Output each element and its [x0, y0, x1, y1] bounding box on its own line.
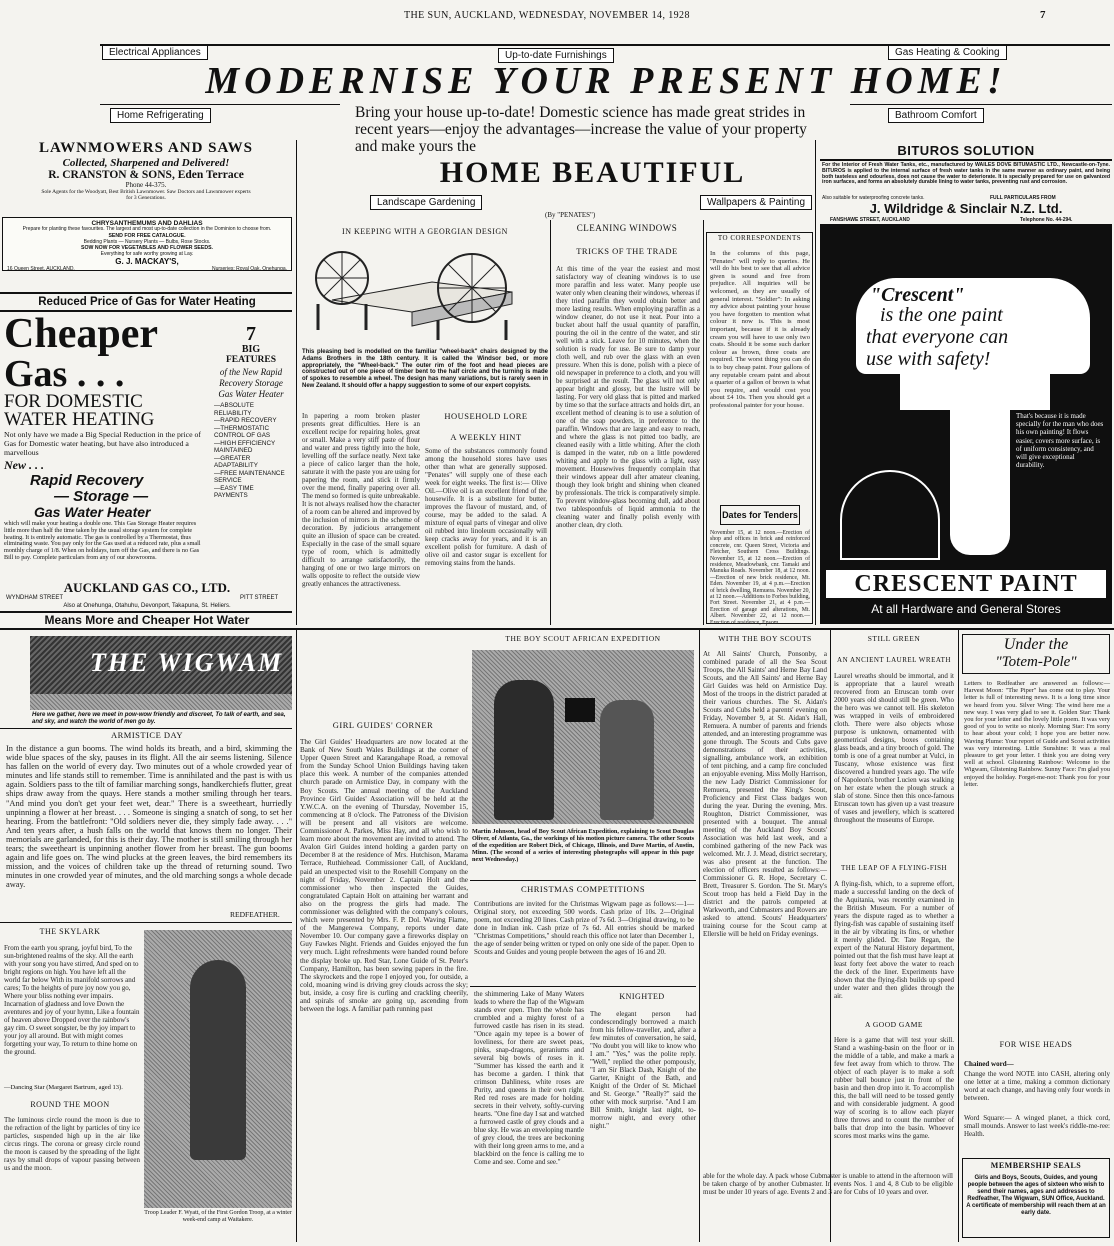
laurel-body: Laurel wreaths should be immortal, and it is appropriate that a laurel wreath recovered from an Etruscan tomb over 2000 years old should still be green. Who the hero was we cannot tell. His skeleton was wrapped in veils of embroidered cloth. There were also objects whose purpose is unknown, ornamented with geometrical designs, boxes containing glass beads, and a tiny brooch of gold. The tomb is one of a great number at Vulci, in Tuscany, whose existence was first discovered a hundred years ago. The wife of Napoleon's brother Lucien was walking on her estate when the plough struck a slab of stone. Since then this once-famous Etruscan town has given up a vast treasure of vases and jewellery, which is scattered throughout the museums of Europe. [834, 672, 955, 824]
mackay-line4: SOW NOW FOR VEGETABLES AND FLOWER SEEDS. [81, 244, 213, 251]
gas-copy: Not only have we made a Big Special Reduction in the price of Gas for Domestic water heating, but have also introduced a marvellous [4, 430, 202, 457]
gas-pitt: PITT STREET [240, 595, 279, 601]
lawnmowers-firm: R. CRANSTON & SONS, Eden Terrace [48, 169, 244, 181]
bed-drawing [312, 240, 540, 344]
mackay-title: CHRYSANTHEMUMS AND DAHLIAS [91, 220, 203, 227]
cubs-body: able for the whole day. A pack whose Cubmaster is unable to attend in the afternoon will be taken charge of by another Cubmaster. In events Nos. 1 and 4, 8 Cub to be eligible must be under 10 years of age. Events 2 and 3 are for Cubs of 10 years and over. [703, 1172, 953, 1196]
masthead-title: THE SUN, AUCKLAND, WEDNESDAY, NOVEMBER 14, 1928 [404, 10, 690, 21]
hero-beautiful: HOME BEAUTIFUL [439, 156, 746, 189]
armistice-author: REDFEATHER. [230, 910, 280, 919]
chained-text: Change the word NOTE into CASH, altering only one letter at a time, making a common dictionary word at each change, and having only four words in between. [964, 1070, 1110, 1102]
georgian-body: In papering a room broken plaster presents great difficulties. Here is an excellent recipe for repairing holes, great or small. Make a very stiff paste of flour and water and press tightly into the hole, levelling off the surface neatly. Next take a piece of calico larger than the hole, saturate it with the paste you are using for papering the room, and stick it firmly over the mend, finally papering over all. The mend so formed is quite unbreakable. It is not always realised how the character of a room can be altered and improved by the inclusion of mirrors in the scheme of decoration. By judicious arrangement quite an illusion of space can be created. Especially in the case of the small square type of room, which is admittedly difficult to arrange satisfactorily, the hanging of one or two large mirrors on walls opposite to reflect the outside view greatly enhances the attractiveness. [302, 412, 420, 588]
page-number: 7 [1040, 9, 1046, 21]
banner-refrigerating: Home Refrigerating [110, 108, 211, 123]
gas-features-list [212, 402, 290, 500]
gas-feature-item: —FREE MAINTENANCE SERVICE [214, 469, 285, 484]
col-rule-8 [958, 630, 959, 1242]
wigwam-motto: Here we gather, here we meet in pow-wow friendly and discreet, To talk of earth, and sea, and sky, and watch the world of men go by. [32, 712, 286, 725]
wildridge-echo: J. Wildridge & Sinclair N.Z. Ltd. [830, 229, 844, 230]
banner-bathroom: Bathroom Comfort [888, 108, 984, 123]
crescent-line3: that everyone can [866, 326, 1009, 348]
crescent-brush-ferrule [900, 370, 1050, 410]
correspondents-title: TO CORRESPONDENTS [717, 234, 802, 242]
lawnmowers-note: Sole Agents for the Woodyatt, Best British Lawnmower. Saw Doctors and Lawnmower experts for 3 Generations. [41, 189, 251, 201]
wordsquare: Word Square:— A winged planet, a thick cord, small mounds. Answer to last week's riddle-me-ree: Health. [964, 1114, 1110, 1138]
guides-body: The Girl Guides' Headquarters are now located at the Bank of New South Wales Buildings at the corner of Upper Queen Street and Karangahape Road, a removal from the Sunday School Union Buildings having taken place this week. A number of the companies attended church parade on Armistice Day, in company with the Boy Scouts. The annual meeting of the Auckland Province Girl Guides' Association will be held at the Y.W.C.A. on the evening of Thursday, November 15, commencing at 8 o'clock. The Patroness of the Division will be present and all visitors are welcome. Commissioner A. Parkes, Miss Hay, and all who wish to learn more about the movement are invited to attend. The Avalon Girl Guides intend holding a garden party on December 8 at the residence of Mrs. Hutchison, Marama Terrace, Ruthiehead. Commissioner Call, of Auckland, paid an unexpected visit to the Rosehill Company on the night of Friday, November 2. Captain Holt and the commissioner who then inspected the Guides, congratulated Captain Holt on attaining her warrant and also on the progress the girls had made. The commissioner was delighted with the company's colours, which were presented by Mrs. F. P. Dol. Waving Flame, of the Mangerewa Company, reports under date November 10. Our company gave a fireworks display on Guy Fawkes Night. Friends and Guides enjoyed the fun very much. Light refreshments were handed round before the display broke up. Red Star, Lone Guide of St. Peter's Company, Hamilton, has been sewing papers in the fire. The skyrockets and the rope I enjoyed you, for outside, a cold, moaning wind is driving grey clouds across the sky; but, inside, a cosy fire is curling and crackling cheerily, and spirals of smoke are going up, ascending from between the logs. A familiar path running past [300, 738, 468, 1014]
gas-feature-item: —EASY TIME PAYMENTS [214, 484, 254, 499]
correspondents-body: In the columns of this page, "Penates" will reply to queries. He will do his best to see that all advice given is sound and free from prejudice. All inquiries will be welcomed, as they are usually of general interest. "Soldier": In asking my advice about painting your house you have forgotten to mention what colour it now is. This is most important, because if it is already cream you will have to use only two coats. Should it be some such darker colour as brown, three coats are required. The worst thing you can do is to buy cheap paint. Four gallons of any reputable cream paint and about a quarter of a gallon of brown is what you require, and would cost you about £4 10s. Then you should get a professional painter for your house. [710, 250, 810, 409]
christmas-rule-2 [470, 986, 696, 987]
crescent-stores: At all Hardware and General Stores [871, 602, 1061, 616]
guides-title: GIRL GUIDES' CORNER [332, 720, 434, 730]
wyatt-figure [190, 960, 246, 1160]
mackay-line5: Everything for safe worthy growing at Lay. [100, 250, 194, 257]
wigwam-title: THE WIGWAM [90, 648, 284, 677]
armistice-body: In the distance a gun booms. The wind holds its breath, and a bird, skimming the wide blue spaces of the sky, pauses in its flight. All the air seems listening. Silence has fallen on the world of every day. Two minutes out of a whole crowded year of minutes and life stands still to remember. Time is annihilated and the past is with us again. Soldiers pass to the tilt of familiar marching songs, handkerchiefs flutter, great ships draw away from the quays. Here stands a mother smiling through her tears. "And mind you don't get your feet wet, dear." There is a sweetheart, hurriedly unpinning a flower at her breast. . . . Someone is singing a snatch of song, to set her hearing. From the battlefront: "Old soldiers never die, they simply fade away. . . ." And ten years after, a hush falls on the world that knows them no longer. Their memorials are garlanded, for this is their day. The mother is still smiling through her tears; the sweetheart is unpinning another flower from her breast. The gun booms again and life goes on. The wind plucks at the green leaves, the bird remembers its mission, and the voices of children take up the thread of returning sound. Two minutes in one crowded year of minutes, and the old marching songs a whole decade away. [6, 744, 292, 890]
gas-features-word: FEATURES [226, 355, 276, 365]
mackay-ad [2, 217, 292, 271]
col-rule-5 [296, 630, 297, 1242]
mackay-line3: Bedding Plants — Nursery Plants — Bulbs, Rose Stocks. [83, 238, 211, 245]
banner-landscape: Landscape Gardening [370, 195, 482, 210]
wise-title: FOR WISE HEADS [999, 1040, 1073, 1049]
skylark-credit: —Dancing Star (Margaret Bartrum, aged 13). [4, 1084, 123, 1091]
bituros-firm: J. Wildridge & Sinclair N.Z. Ltd. [869, 201, 1063, 216]
armistice-rule [0, 922, 292, 923]
mackay-line2: SEND FOR FREE CATALOGUE. [108, 232, 186, 239]
totem-title2: "Totem-Pole" [995, 654, 1077, 670]
gas-slogan: Means More and Cheaper Hot Water [44, 613, 250, 627]
gas-feature-item: —ABSOLUTE RELIABILITY [214, 402, 254, 417]
banner-electrical: Electrical Appliances [102, 45, 208, 60]
gas-features-num: 7 [246, 323, 256, 345]
household-sub: A WEEKLY HINT [450, 432, 522, 442]
hero-intro: Bring your house up-to-date! Domestic science has made great strides in recent years—enjoy the advantages—increase the value of your property and make yours the [355, 104, 807, 155]
gas-feature-item: —THERMOSTATIC CONTROL OF GAS [214, 424, 271, 439]
gas-features-big: BIG [241, 344, 261, 355]
crescent-brand: CRESCENT PAINT [826, 570, 1106, 598]
gas-features-sub: of the New Rapid Recovery Storage Gas Water Heater [218, 367, 284, 399]
gas-cheaper: Cheaper [4, 311, 158, 357]
totem-title1: Under the [1003, 636, 1069, 653]
crescent-house-icon [840, 470, 940, 560]
bituros-rule [820, 159, 1112, 161]
laurel-title: AN ANCIENT LAUREL WREATH [837, 656, 951, 664]
totem-body: Letters to Redfeather are answered as follows:— Harvest Moon: "The Piper" has come out to play. Your letter is full of interesting news. It is a long time since we heard from you. Silver Wing: The wind here me a new way. I was very glad to see it. Golden Star: Thank you for your letter and the lovely little poem. It was very good of you to write so nicely. Morning Star: I'm sorry to hear about your cold; I hope you are better now. Waving Plume: Your report of Guide and Scout activities was very interesting. Little Sunshine: It was a real pleasure to get your letter. I think you are doing very well at school. Glistening Rainbow: Welcome to the Wigwam, Glistening Rainbow. Sunny Face: I'm glad you enjoyed the holiday. Forget-me-not: Thank you for your letter. [964, 680, 1110, 788]
scout-title: THE BOY SCOUT AFRICAN EXPEDITION [505, 634, 661, 643]
mackay-addr2: Nurseries: Royal Oak, Onehunga. [211, 265, 287, 272]
household-body: Some of the substances commonly found among the household stores have uses other than what are generally supposed. "Penates" will supply one of these each week for eight weeks. The first is:— Olive Oil.—Olive oil is an excellent friend of the housewife. It is a substitute for butter, improves the flavour of mustard, and, of course, may be added to the salad. A mixture of equal parts of vinegar and olive oil rubbed into linoleum occasionally will keep cracks away for years, and it is an excellent polish for furniture. A dash of olive oil and castor sugar is excellent for removing stains from the hands. [425, 447, 547, 567]
lawnmowers-ad [0, 140, 292, 202]
col-rule-3 [703, 220, 704, 625]
household-title: HOUSEHOLD LORE [444, 411, 528, 421]
scout-caption: Martin Johnson, head of Boy Scout African Expedition, explaining to Scout Douglas Oliver, of Atlanta, Ga., the workings of his motion picture camera. The other Scouts of the expedition are Robert Dick, of Chicago, Illinois, and Dave Martin, of Austin, Minn. (The second of a series of interesting photographs will appear in this page next Wednesday.) [472, 828, 694, 863]
bituros-phone: Telephone No. 44-294. [1020, 217, 1073, 223]
bed-illustration [312, 240, 540, 344]
goodgame-body: Here is a game that will test your skill. Stand a washing-basin on the floor or in the middle of a table, and make a mark a few feet away from which to throw. The object of each player is to make a soft rubber ball bounce just in front of the basin and then drop into it. To accomplish this, the ball will need to be tossed gently and with considerable judgment. A good way of scoring is to allow each player three throws and to count the number of balls that drop into the basin. Whoever scores most marks wins the game. [834, 1036, 954, 1140]
camera-icon [565, 698, 595, 722]
banner-furnishings: Up-to-date Furnishings [498, 48, 614, 63]
gas-feature-item: —RAPID RECOVERY [214, 417, 277, 424]
wigwam-rule [0, 728, 292, 729]
crescent-copy: That's because it is made specially for the man who does his own painting! It flows easier, covers more surface, is of uniform consistency, and will give exceptional durability. [1016, 412, 1104, 470]
skylark-title: THE SKYLARK [39, 927, 101, 936]
gas-new: New . . . [4, 458, 44, 472]
col-rule-7 [830, 630, 831, 1242]
membership-text: Girls and Boys, Scouts, Guides, and young people between the ages of sixteen who wish to send their names, ages and addresses to Redfeather, The Wigwam, SUN Office, Auckland. A certificate of membership will reach them at an early date. [966, 1175, 1106, 1216]
bituros-tiny: Also suitable for waterproofing concrete tanks. [822, 195, 925, 201]
col-rule-6 [699, 630, 700, 1242]
gas-water: WATER HEATING [4, 409, 155, 430]
skylark-body: From the earth you sprang, joyful bird, To the sun-brightened realms of the sky. All the earth with your song you have stirred, And sped on to bright regions on high. You have left all the world far below With its manifold sorrows and cares; To the heights of pure joy now you go, Where your bliss nothing ever impairs. Incarnation of gladness and love Down the aventures and joy of your hymn, Like a fountain of heaven above Dropped over the rainbow's gay rim. O sweet songster, be thy joy impart to your joy all around. But with might comes forgetting your way, To return to thine home on the ground. [4, 944, 140, 1056]
lake-body: the shimmering Lake of Many Waters leads to where the flap of the Wigwam stands ever open. Then the whole has crumbled and a mighty forest of a furrowed castle has risen in its stead. "Once again my tepee is a bower of loveliness, for there are sweet peas, pinks, snap-dragons, geraniums and several big bowls of roses in it. "Summer has kissed the earth and it has become a garden. I think that crimson Dahliness, white roses are Purity, and queens in their own right. Red red roses are made for holding secrets in their velvety, softly-curving hearts. "One fine day I sat and watched a furrowed castle of grey clouds and a blue sky. He was an enveloping mantle of grey cloud, the trees are beckoning with their long green arms to me, and a blackbird on the fence is calling me to Come and see. Come and see." [474, 990, 584, 1166]
gas-top-rule [0, 292, 292, 294]
gas-features-box [212, 324, 290, 582]
mackay-addr1: 16 Queen Street, AUCKLAND. [7, 265, 75, 272]
bituros-title: BITUROS SOLUTION [897, 143, 1035, 158]
gas-heater: Gas Water Heater [34, 504, 151, 520]
bituros-full: FULL PARTICULARS FROM [990, 195, 1056, 201]
mackay-name: G. J. MACKAY'S, [115, 256, 179, 266]
cleaning-title: CLEANING WINDOWS [576, 223, 678, 233]
gas-feature-item: —HIGH EFFICIENCY MAINTAINED [214, 439, 276, 454]
gas-also: Also at Onehunga, Otahuhu, Devonport, Takapuna, St. Heliers. [63, 603, 231, 609]
tenders-body: November 15, at 12 noon.—Erection of shop and offices in brick and reinforced concrete, cnr. Queen Street, Victoria and Fletcher, Southern Cross Buildings. November 15, at 12 noon.—Erection of residence, Meadowbank, cnr. Tamaki and Manuka Roads. November 18, at 12 noon.—Erection of new brick residence, Mt. Eden. November 19, at 4 p.m.—Erection of brick dwelling, Remuera. November 20, at 12 noon.—Additions to Forbes building, Fort Street. November 21, at 4 p.m.—Erection of garage and alterations, Mt. Albert. November 22, at 12 noon.—Erection of residence, Epsom. [710, 530, 810, 626]
gas-rapid: Rapid Recovery [30, 472, 144, 489]
scout-figure-right [600, 700, 654, 820]
col-rule-1 [296, 140, 297, 625]
gas-domestic: FOR DOMESTIC [4, 391, 143, 412]
hero-title: MODERNISE YOUR PRESENT HOME! [205, 60, 1007, 102]
christmas-body: Contributions are invited for the Christmas Wigwam page as follows:—1—Original story, not exceeding 500 words. Cash prize of 10s. 2—Original poem, not exceeding 20 lines. Cash prize of 7s 6d. 3—Original drawing, to be done in Indian ink. Cash prize of 7s 6d. All entries should be marked "Christmas Competitions," should reach this office not later than December 1, the age of sender being written or typed on only one side of the paper. Open to Scouts and Guides and young people between the ages of 16 and 20. [474, 900, 694, 956]
scout-figure-left [494, 680, 554, 820]
gas-street: WYNDHAM STREET [6, 595, 63, 601]
gas-headline: Reduced Price of Gas for Water Heating [38, 296, 256, 308]
crescent-line4: use with safety! [866, 348, 991, 370]
cleaning-body: At this time of the year the easiest and most satisfactory way of cleaning windows is to use more paraffin and less water. Many people use water only when cleaning their windows, whereas if they tried paraffin they would obtain better and more lasting results. When employing paraffin as a window cleaner, do not use it neat. Pour into a bucket about half the usual quantity of paraffin, pouring the oil in the centre of the water, and stir well with a stick. Leave for 10 minutes, when the solution is ready for use. Be sure to damp your cloth well, and rub over the glass with an even pressure. When this is done, polish with a piece of old newspaper in preference to a cloth, and you will be surprised at the result. The glass will not only appear bright and glossy, but the lustre will be lasting. For very old glass that is pitted and marked by time so that the surface attracts and holds dirt, an excellent method of cleaning is to use a solution of one of the soap powders, in preference to the paraffin. Windows that are large and easy to reach, and where the glass is not pitted too badly, are cleaned easily with a little whiting. After the cloth is damped in the water, rub on a little powdered whiting and apply to the glass with a light, easy movement. Housewives frequently complain that their windows appear dull after amateur cleaning, though they look bright and shining when cleaned by professionals. The trick is comparatively simple. To prevent window-glass becoming dull, add about two tablespoonfuls of liquid ammonia to the cleaning water and finally polish evenly with another clean, dry cloth. [556, 266, 700, 529]
georgian-caption: This pleasing bed is modelled on the familiar "wheel-back" chairs designed by the Adams Brothers in the 18th century. It is called the Windsor bed, or more appropriately, the "Wheel-back." The outer rim of the foot and head pieces are constructed out of one piece of timber bent to the half circle and the turning is made of spokes to resemble a wheel. The design has many variations, but is rarely seen in New Zealand. It should offer a happy suggestion to some of our expert copyists. [302, 349, 548, 389]
armistice-title: ARMISTICE DAY [110, 730, 184, 740]
banner-wallpapers: Wallpapers & Painting [700, 195, 812, 210]
gas-gas: Gas . . . [4, 353, 125, 395]
moon-body: The luminous circle round the moon is due to the refraction of the light by particles of tiny ice particles, suspended high up in the air like circus rings. The corona or greasy circle round the moon is caused by the spreading of the light rays by small drops of vapour passing between us and the moon. [4, 1116, 140, 1172]
crescent-line1: "Crescent" [870, 284, 965, 306]
christmas-title: CHRISTMAS COMPETITIONS [520, 884, 646, 894]
lawnmowers-title: LAWNMOWERS AND SAWS [38, 140, 254, 156]
scouts-body: At All Saints' Church, Ponsonby, a combined parade of all the Sea Scout Troops, the All Saints' and Herne Bay Land Scouts, and the All Saints' and Herne Bay Girl Guides was held on Armistice Day. Most of the troops in the district paraded at their various churches. The St. Aidan's Scouts and Cubs held a parents' evening on Friday, November 9, at St. Aidan's Hall, Remuera. A number of parents and friends attended, and an interesting programme was gone through. The Scouts and Cubs gave demonstrations of their activities, signalling, ambulance work, an exhibition of tent pitching, and a camp fire concluded an enjoyable evening. Miss Molly Harrison, the new Lady District Commissioner for Remuera, presented the King's Scout, Proficiency and First Class badges won during the year. During the evening, Mrs. Roughton, District Commissioner, was presented with a bouquet. The annual meeting of the Auckland Boy Scouts' Association was held last week, and a combined gathering of the new Pack was welcomed. Mr. J. J. Mead, district secretary, was also present at the function. The election of officers resulted as follows:—Commissioner G. R. Hope, Secretary C. Brett, Treasurer S. Gordon. The St. Mary's Scout troop has held a Field Day in the district and the patrols competed at Warkworth, and Cubmasters and Rovers are asked to attend. Scouts' Headquarters' training course for the Scout camp at Ellerslie will be held on Friday evenings. [703, 650, 827, 938]
col-rule-2 [550, 220, 551, 625]
membership-title: MEMBERSHIP SEALS [990, 1161, 1082, 1170]
crescent-line2: is the one paint [880, 304, 1003, 326]
flyingfish-body: A flying-fish, which, to a supreme effort, made a successful landing on the deck of the Aquitania, was recently examined in the British Museum. For a number of years the dispute raged as to whether a flying-fish was capable of sustaining itself in the air by vibrating its fins, or whether it merely glided. Dr. Tate Regan, the expert of the Natural History department, pointed out that the fish must have leapt at least forty feet above the water to reach the deck of the liner. Experiments have shown that the flying-fish builds up speed under water and then glides through the air. [834, 880, 954, 1000]
bituros-addr: FANSHAWE STREET, AUCKLAND [830, 217, 910, 223]
hero-rule-right [850, 104, 1112, 105]
moon-title: ROUND THE MOON [30, 1100, 110, 1109]
wigwam-grass [30, 694, 292, 710]
georgian-title: IN KEEPING WITH A GEORGIAN DESIGN [342, 227, 508, 236]
crescent-brush-handle [950, 405, 1010, 555]
gas-copy2: which will make your heating a double one. This Gas Storage Heater requires little more than half the time taken by the usual storage system for complete heating. It is entirely automatic. The gas is controlled by a Thermostat, thus eliminating waste. You pay only for the Gas used at a reduced rate, plus a small monthly charge of 1/8. When on holidays, turn off the Gas, and there is no Gas Bill to pay. Complete particulars from any of our showrooms. [4, 520, 201, 561]
laurel-still: STILL GREEN [867, 634, 921, 643]
col-rule-4 [815, 140, 816, 625]
gas-storage: — Storage — [54, 488, 149, 505]
christmas-rule [470, 880, 696, 881]
gas-company: AUCKLAND GAS CO., LTD. [63, 580, 231, 595]
bituros-body: For the Interior of Fresh Water Tanks, etc., manufactured by WAILES DOVE BITUMASTIC LTD., Newcastle-on-Tyne. BITUROS is applied to the internal surface of fresh water tanks in the same manner as ordinary paint, and being both tasteless and odourless, does not cause the water to deteriorate. It is specially prepared for use on galvanized iron surfaces, and forms an absolutely durable lining to water tanks, preventing rust and corrosion. [822, 162, 1110, 186]
hero-rule-left [100, 104, 340, 105]
gas-feature-item: —GREATER ADAPTABILITY [214, 454, 258, 469]
lawnmowers-sub: Collected, Sharpened and Delivered! [62, 157, 230, 169]
hero-byline: (By "PENATES") [545, 211, 596, 219]
dates-tenders: Dates for Tenders [720, 505, 800, 525]
knighted-title: KNIGHTED [619, 992, 665, 1001]
flyingfish-title: THE LEAP OF A FLYING-FISH [840, 864, 948, 872]
mackay-line1: Prepare for planting these favourites. The largest and most up-to-date collection in the Dominion to choose from. [22, 226, 272, 232]
chained-label: Chained word— [964, 1060, 1014, 1068]
section-separator [0, 628, 1114, 630]
goodgame-title: A GOOD GAME [865, 1020, 923, 1029]
cleaning-sub: TRICKS OF THE TRADE [576, 246, 678, 256]
banner-gas-heating: Gas Heating & Cooking [888, 45, 1007, 60]
lawnmowers-phone: Phone 44-375. [125, 181, 167, 189]
photo-caption: Troop Leader F. Wyatt, of the First Gordon Troop, at a winter week-end camp at Waitakere. [144, 1210, 292, 1223]
scouts-title: WITH THE BOY SCOUTS [718, 634, 812, 643]
knighted-body: The elegant person had condescendingly borrowed a match from his fellow-traveller, and, after a few minutes of conversation, he said, "No doubt you will like to know who I am." "Yes," was the polite reply. "Well," replied the other pompously, "I am Sir Black Dash, Knight of the Garter, Knight of the Bath, and Knight of the Order of St. Michael and St. George." "Really?" said the other with mock surprise. "And I am Bill Smith, knight last night, to-morrow night, and every other night." [590, 1010, 696, 1130]
